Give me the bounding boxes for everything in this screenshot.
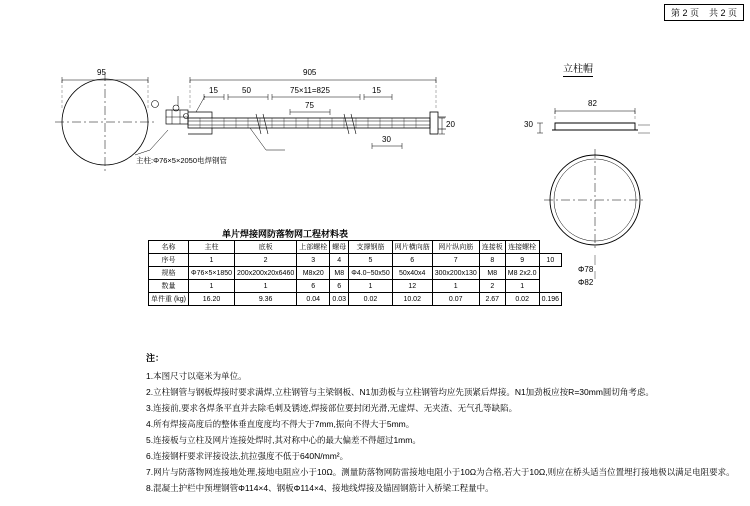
callout-post: 主柱:Φ76×5×2050电焊钢管 — [136, 156, 228, 165]
table-row — [149, 280, 562, 293]
table-header-cell: 上部螺栓 — [297, 241, 330, 254]
table-cell: 1 — [189, 254, 235, 267]
table-header-cell: 名称 — [149, 241, 189, 254]
dim-dia-82: Φ82 — [578, 278, 594, 287]
page-badge-current: 第 2 页 — [670, 8, 699, 18]
table-cell: 16.20 — [189, 293, 235, 306]
table-row — [149, 293, 562, 306]
table-cell: 0.196 — [539, 293, 562, 306]
table-cell: 2.67 — [479, 293, 505, 306]
table-cell: Φ4.0~50x50 — [349, 267, 392, 280]
table-cell: 9.36 — [235, 293, 297, 306]
table-title-text: 单片焊接网防落物网工程材料表 — [222, 229, 349, 239]
table-header-cell: 底板 — [235, 241, 297, 254]
table-cell: 4 — [330, 254, 349, 267]
note-item: 7.网片与防落物网连接地处理,接地电阻应小于10Ω。测量防落物网防雷接地电阻小于10Ω为合格,若大于10Ω,则应在桥头适当位置埋打接地极以满足电阻要求。 — [146, 467, 735, 477]
table-cell: 1 — [235, 280, 297, 293]
table-cell: M8 2x2.0 — [505, 267, 539, 280]
table-row — [149, 267, 562, 280]
dim-82: 82 — [588, 99, 597, 108]
table-row-label: 序号 — [149, 254, 189, 267]
table-cell: 9 — [505, 254, 539, 267]
column-cap-title: 立柱帽 — [563, 60, 593, 77]
note-item: 4.所有焊接高度后的整体垂直度度均不得大于7mm,振向不得大于5mm。 — [146, 419, 415, 429]
material-table — [148, 240, 562, 306]
notes-block — [146, 350, 735, 496]
dim-30-vertical: 30 — [524, 120, 533, 129]
table-cell: 0.03 — [330, 293, 349, 306]
table-cell: 1 — [189, 280, 235, 293]
table-header-cell: 网片横向筋 — [392, 241, 432, 254]
dim-20: 20 — [446, 120, 455, 129]
table-cell: 300x200x130 — [432, 267, 479, 280]
note-item: 2.立柱钢管与钢板焊接时要求满焊,立柱钢管与主梁钢板、N1加劲板与立柱钢管均应先顶紧后焊接。N1加劲板应按R=30mm圆切角考虑。 — [146, 387, 654, 397]
table-cell: 0.02 — [505, 293, 539, 306]
table-row-label: 规格 — [149, 267, 189, 280]
table-cell: 3 — [297, 254, 330, 267]
dim-905: 905 — [303, 68, 317, 77]
table-cell: 5 — [349, 254, 392, 267]
table-header-cell: 主柱 — [189, 241, 235, 254]
dim-dia-78: Φ78 — [578, 265, 594, 274]
table-cell: 6 — [330, 280, 349, 293]
table-cell: 2 — [235, 254, 297, 267]
dim-75x11: 75×11=825 — [290, 86, 330, 95]
table-cell: 50x40x4 — [392, 267, 432, 280]
table-cell: M8x20 — [297, 267, 330, 280]
table-row — [149, 254, 562, 267]
note-item: 8.混凝土护栏中预埋钢管Φ114×4、钢板Φ114×4、接地线焊接及锚固钢筋计入桥梁工程量中。 — [146, 483, 494, 493]
table-cell: 1 — [349, 280, 392, 293]
note-item: 3.连接前,要求各焊条平直并去除毛刺及锈迹,焊接部位要封闭光滑,无虚焊、无夹渣、无气孔等缺陷。 — [146, 403, 518, 413]
table-cell: 0.04 — [297, 293, 330, 306]
table-title — [222, 227, 348, 240]
table-cell: 0.07 — [432, 293, 479, 306]
table-cell: 200x200x20x6460 — [235, 267, 297, 280]
table-header-cell: 支撑钢筋 — [349, 241, 392, 254]
table-cell: 6 — [392, 254, 432, 267]
note-item: 1.本图尺寸以毫米为单位。 — [146, 371, 247, 381]
table-cell: Φ76×5×1850 — [189, 267, 235, 280]
table-cell: 1 — [505, 280, 539, 293]
note-item: 6.连接钢杆要求评接设法,抗拉强度不低于640N/mm²。 — [146, 451, 349, 461]
table-cell: 2 — [479, 280, 505, 293]
table-cell: 6 — [297, 280, 330, 293]
note-item: 5.连接板与立柱及网片连接处焊时,其对称中心的最大偏差不得超过1mm。 — [146, 435, 421, 445]
table-cell: 0.02 — [349, 293, 392, 306]
table-cell: 7 — [432, 254, 479, 267]
table-cell: 10.02 — [392, 293, 432, 306]
dim-75: 75 — [305, 101, 314, 110]
table-header-cell: 连接螺栓 — [505, 241, 539, 254]
table-cell: 12 — [392, 280, 432, 293]
table-row-label: 数量 — [149, 280, 189, 293]
notes-title: 注： — [146, 353, 165, 363]
dim-30: 30 — [382, 135, 391, 144]
dim-15: 15 — [209, 86, 218, 95]
table-cell: 8 — [479, 254, 505, 267]
table-header-cell: 螺母 — [330, 241, 349, 254]
table-cell: M8 — [330, 267, 349, 280]
table-header-cell: 网片纵向筋 — [432, 241, 479, 254]
table-row-label: 单件重 (kg) — [149, 293, 189, 306]
table-cell: 1 — [432, 280, 479, 293]
dim-50: 50 — [242, 86, 251, 95]
dim-95: 95 — [97, 68, 106, 77]
table-header-cell: 连接板 — [479, 241, 505, 254]
table-header-row — [149, 241, 562, 254]
table-cell: M8 — [479, 267, 505, 280]
dim-15-right: 15 — [372, 86, 381, 95]
page-badge-total: 共 2 页 — [708, 8, 737, 18]
table-cell: 10 — [539, 254, 562, 267]
